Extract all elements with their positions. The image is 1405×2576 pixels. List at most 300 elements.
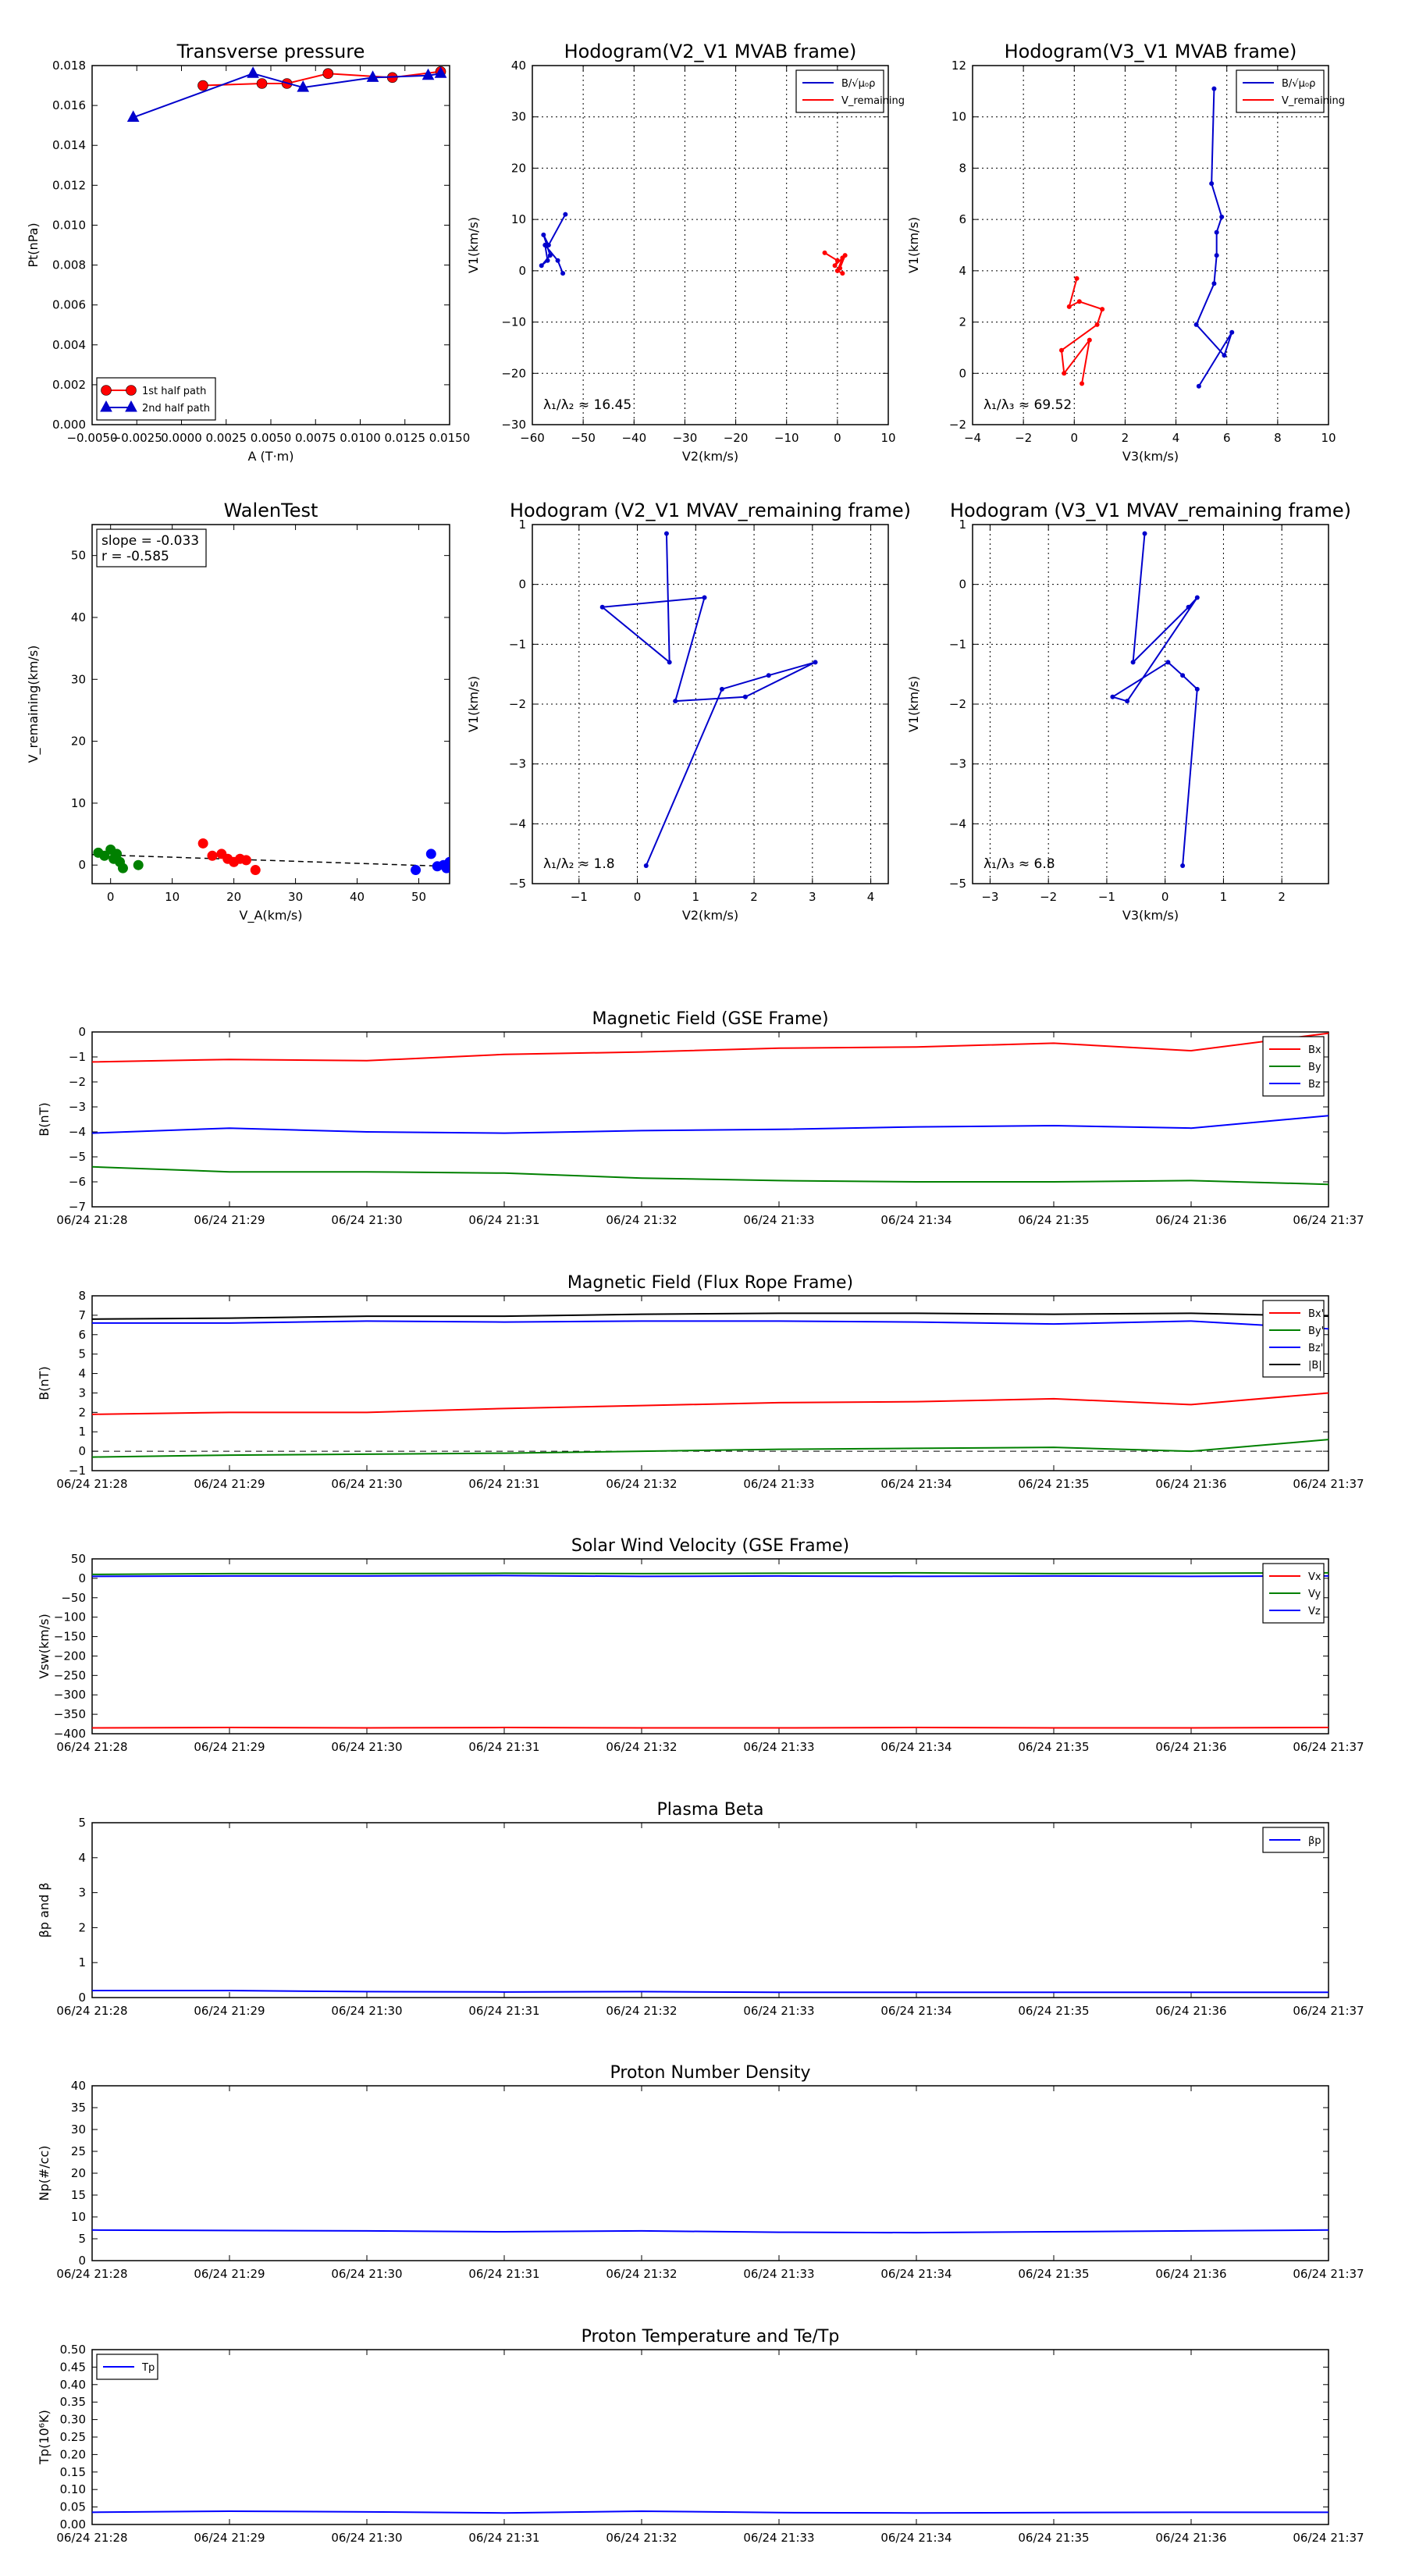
y-tick-label: −5 xyxy=(948,877,966,891)
x-tick-label: 06/24 21:30 xyxy=(331,2004,403,2018)
x-tick-label: 0.0100 xyxy=(340,431,381,445)
chart-title: Transverse pressure xyxy=(176,41,365,62)
y-tick-label: 0 xyxy=(959,366,966,381)
x-tick-label: 0 xyxy=(106,890,115,904)
x-tick-label: 06/24 21:28 xyxy=(56,2267,128,2281)
x-tick-label: 06/24 21:35 xyxy=(1018,1477,1090,1491)
y-tick-label: 15 xyxy=(70,2188,86,2202)
x-tick-label: 06/24 21:37 xyxy=(1293,2004,1364,2018)
x-tick-label: 06/24 21:33 xyxy=(743,1213,815,1227)
y-tick-label: 0.000 xyxy=(52,418,86,432)
x-tick-label: 06/24 21:30 xyxy=(331,2531,403,2545)
y-tick-label: 4 xyxy=(78,1366,86,1381)
x-tick-label: 06/24 21:32 xyxy=(606,2267,678,2281)
series-b- xyxy=(539,212,568,276)
series-line-by xyxy=(92,1439,1329,1457)
x-axis-label: V_A(km/s) xyxy=(239,908,303,923)
y-tick-label: −20 xyxy=(501,366,526,381)
x-tick-label: 06/24 21:35 xyxy=(1018,2004,1090,2018)
x-tick-label: 06/24 21:29 xyxy=(194,2531,265,2545)
x-tick-label: −30 xyxy=(672,431,698,445)
x-axis-label: V3(km/s) xyxy=(1122,449,1179,464)
y-tick-label: 0.35 xyxy=(59,2395,86,2410)
axes-frame xyxy=(92,525,450,884)
data-point xyxy=(541,233,546,237)
chart-title: Hodogram(V3_V1 MVAB frame) xyxy=(1004,41,1297,62)
x-tick-label: 06/24 21:29 xyxy=(194,1213,265,1227)
axes-frame xyxy=(92,2086,1329,2261)
series-2 xyxy=(411,849,454,875)
y-tick-label: 3 xyxy=(78,1386,86,1400)
x-tick-label: 6 xyxy=(1222,431,1231,445)
data-point xyxy=(1222,353,1226,358)
x-tick-label: 06/24 21:32 xyxy=(606,1477,678,1491)
legend xyxy=(1263,1827,1324,1852)
y-tick-label: 25 xyxy=(70,2144,86,2158)
y-tick-label: −1 xyxy=(508,637,526,652)
data-point xyxy=(101,386,112,396)
data-point xyxy=(247,67,258,77)
series-line xyxy=(1197,89,1232,386)
y-axis-label: V1(km/s) xyxy=(906,675,921,733)
series-b- xyxy=(1194,87,1235,389)
plot-area xyxy=(1059,87,1234,389)
fit-stats-box xyxy=(97,529,206,567)
y-tick-label: −150 xyxy=(53,1629,86,1644)
y-tick-label: 0.50 xyxy=(59,2343,86,2357)
data-point xyxy=(1080,381,1084,386)
data-point xyxy=(823,251,827,255)
x-tick-label: 06/24 21:31 xyxy=(468,2267,540,2281)
x-tick-label: 4 xyxy=(866,890,875,904)
y-tick-label: 50 xyxy=(70,1552,86,1566)
data-point xyxy=(1125,699,1129,703)
legend xyxy=(1263,1564,1324,1623)
series-line-bx xyxy=(92,1034,1329,1062)
legend-label: Vx xyxy=(1308,1571,1321,1583)
chart-title: Hodogram (V3_V1 MVAV_remaining frame) xyxy=(949,500,1352,521)
y-tick-label: 7 xyxy=(78,1308,86,1322)
data-point xyxy=(813,660,818,664)
x-tick-label: 06/24 21:34 xyxy=(880,2004,952,2018)
panel-walen xyxy=(26,500,455,923)
y-tick-label: 35 xyxy=(70,2101,86,2115)
x-tick-label: 06/24 21:30 xyxy=(331,1740,403,1754)
x-tick-label: 06/24 21:34 xyxy=(880,2267,952,2281)
x-tick-label: 0.0000 xyxy=(161,431,202,445)
data-point xyxy=(207,851,217,861)
x-tick-label: 0 xyxy=(1070,431,1079,445)
y-axis-label: Np(#/cc) xyxy=(37,2145,52,2201)
y-tick-label: 0 xyxy=(518,263,526,278)
y-tick-label: −3 xyxy=(508,756,526,771)
y-axis-label: V1(km/s) xyxy=(466,675,481,733)
y-tick-label: −250 xyxy=(53,1668,86,1683)
x-tick-label: 06/24 21:28 xyxy=(56,1477,128,1491)
x-tick-label: 0.0050 xyxy=(250,431,292,445)
x-tick-label: 06/24 21:32 xyxy=(606,2004,678,2018)
x-tick-label: 06/24 21:32 xyxy=(606,2531,678,2545)
x-tick-label: 06/24 21:29 xyxy=(194,2004,265,2018)
data-point xyxy=(426,849,436,859)
y-tick-label: 6 xyxy=(959,212,966,227)
y-tick-label: 1 xyxy=(78,1425,86,1439)
y-tick-label: −1 xyxy=(68,1050,86,1064)
data-point xyxy=(600,605,605,610)
x-tick-label: −10 xyxy=(774,431,799,445)
x-tick-label: 06/24 21:33 xyxy=(743,2531,815,2545)
x-tick-label: 1 xyxy=(1219,890,1228,904)
x-tick-label: 06/24 21:34 xyxy=(880,1477,952,1491)
y-axis-label: Tp(10⁶K) xyxy=(37,2410,52,2464)
y-tick-label: −1 xyxy=(68,1464,86,1478)
x-tick-label: 20 xyxy=(226,890,242,904)
x-tick-label: 06/24 21:37 xyxy=(1293,2531,1364,2545)
x-tick-label: 06/24 21:36 xyxy=(1155,1213,1227,1227)
plot-area xyxy=(1110,532,1199,869)
y-tick-label: 5 xyxy=(78,1816,86,1830)
eigenvalue-ratio-annotation: λ₁/λ₂ ≈ 1.8 xyxy=(543,856,615,872)
series-0 xyxy=(600,532,818,869)
legend xyxy=(1263,1300,1324,1377)
legend-label: V_remaining xyxy=(841,95,905,107)
data-point xyxy=(1219,215,1224,219)
data-point xyxy=(126,386,137,396)
x-tick-label: 06/24 21:29 xyxy=(194,1740,265,1754)
series-line-bz xyxy=(92,1115,1329,1133)
y-tick-label: 2 xyxy=(959,315,966,329)
x-tick-label: −0.0050 xyxy=(66,431,118,445)
y-tick-label: 0.018 xyxy=(52,59,86,73)
x-tick-label: −60 xyxy=(520,431,545,445)
y-tick-label: 0 xyxy=(78,1991,86,2005)
x-tick-label: 40 xyxy=(350,890,365,904)
data-point xyxy=(835,258,840,263)
y-tick-label: −3 xyxy=(948,756,966,771)
y-tick-label: 40 xyxy=(70,610,86,624)
x-axis-label: A (T·m) xyxy=(247,449,294,464)
y-tick-label: 2 xyxy=(78,1920,86,1935)
series-line-by xyxy=(92,1167,1329,1184)
x-tick-label: 06/24 21:28 xyxy=(56,2004,128,2018)
panel-ts1 xyxy=(37,1009,1364,1227)
series-v-remaining xyxy=(823,251,848,276)
x-tick-label: 1 xyxy=(692,890,700,904)
series-line-vy xyxy=(92,1573,1329,1574)
series-line xyxy=(1062,279,1102,384)
data-point xyxy=(840,271,845,276)
data-point xyxy=(560,271,565,276)
x-tick-label: 06/24 21:28 xyxy=(56,2531,128,2545)
y-tick-label: 40 xyxy=(70,2079,86,2093)
data-point xyxy=(1215,230,1219,235)
data-point xyxy=(767,673,771,678)
series-1st-half-path xyxy=(197,66,446,91)
y-tick-label: 5 xyxy=(78,1347,86,1361)
legend-label: βp xyxy=(1308,1835,1321,1847)
y-tick-label: 4 xyxy=(959,263,966,278)
data-point xyxy=(1194,322,1199,327)
series-line-b xyxy=(92,1313,1329,1318)
legend-label: By' xyxy=(1308,1325,1325,1337)
y-tick-label: 20 xyxy=(510,161,526,176)
x-tick-label: 3 xyxy=(809,890,816,904)
y-tick-label: 10 xyxy=(70,2210,86,2224)
x-tick-label: 50 xyxy=(411,890,427,904)
x-tick-label: 06/24 21:32 xyxy=(606,1213,678,1227)
x-tick-label: −40 xyxy=(621,431,647,445)
axes-frame xyxy=(532,66,888,425)
series-2nd-half-path xyxy=(128,67,446,121)
data-point xyxy=(445,857,455,867)
fit-stats-line: r = -0.585 xyxy=(101,549,169,564)
y-tick-label: −400 xyxy=(53,1727,86,1741)
y-axis-label: βp and β xyxy=(37,1882,52,1938)
x-tick-label: 06/24 21:37 xyxy=(1293,1213,1364,1227)
x-tick-label: 0.0075 xyxy=(295,431,336,445)
y-tick-label: 30 xyxy=(70,2122,86,2137)
data-point xyxy=(251,865,261,875)
y-tick-label: −10 xyxy=(501,315,526,329)
x-tick-label: 2 xyxy=(1121,431,1129,445)
data-point xyxy=(1075,276,1080,281)
y-tick-label: −3 xyxy=(68,1100,86,1114)
eigenvalue-ratio-annotation: λ₁/λ₂ ≈ 16.45 xyxy=(543,397,632,413)
y-tick-label: −30 xyxy=(501,418,526,432)
y-tick-label: 0.004 xyxy=(52,337,86,352)
y-tick-label: −100 xyxy=(53,1610,86,1624)
y-tick-label: 0.45 xyxy=(59,2360,86,2375)
x-tick-label: 06/24 21:35 xyxy=(1018,2531,1090,2545)
y-tick-label: 1 xyxy=(959,518,966,532)
x-tick-label: 06/24 21:30 xyxy=(331,2267,403,2281)
x-tick-label: 06/24 21:33 xyxy=(743,1740,815,1754)
x-tick-label: 06/24 21:35 xyxy=(1018,1740,1090,1754)
x-tick-label: 2 xyxy=(750,890,758,904)
data-point xyxy=(720,687,724,692)
y-tick-label: 1 xyxy=(78,1955,86,1970)
y-tick-label: 0.006 xyxy=(52,297,86,312)
data-point xyxy=(241,855,251,865)
legend-label: Tp xyxy=(142,2362,155,2374)
y-tick-label: 50 xyxy=(70,548,86,563)
panel-pt xyxy=(26,41,470,464)
data-point xyxy=(1195,687,1200,692)
data-point xyxy=(546,258,550,263)
legend-label: B/√μ₀ρ xyxy=(1282,78,1316,90)
x-tick-label: 06/24 21:31 xyxy=(468,2531,540,2545)
x-tick-label: −0.0025 xyxy=(111,431,162,445)
x-tick-label: −50 xyxy=(571,431,596,445)
data-point xyxy=(1229,330,1234,335)
x-tick-label: 06/24 21:33 xyxy=(743,1477,815,1491)
panel-ts4 xyxy=(37,1800,1364,2018)
x-tick-label: 06/24 21:28 xyxy=(56,1740,128,1754)
x-tick-label: 10 xyxy=(1321,431,1336,445)
data-point xyxy=(1211,281,1216,286)
legend-label: |B| xyxy=(1308,1360,1322,1372)
chart-title: Proton Temperature and Te/Tp xyxy=(581,2327,840,2347)
plot-area xyxy=(600,532,818,869)
data-point xyxy=(673,699,678,703)
y-tick-label: −4 xyxy=(508,817,526,831)
y-axis-label: Pt(nPa) xyxy=(26,222,41,268)
data-point xyxy=(257,79,267,89)
data-point xyxy=(1215,253,1219,258)
x-tick-label: 06/24 21:36 xyxy=(1155,2004,1227,2018)
x-tick-label: −2 xyxy=(1015,431,1033,445)
axes-frame xyxy=(92,1823,1329,1998)
x-tick-label: 06/24 21:32 xyxy=(606,1740,678,1754)
y-tick-label: 0.25 xyxy=(59,2430,86,2444)
y-tick-label: 10 xyxy=(951,109,966,124)
data-point xyxy=(1180,673,1185,678)
data-point xyxy=(1209,181,1214,186)
y-tick-label: 0.010 xyxy=(52,218,86,233)
y-tick-label: −2 xyxy=(68,1075,86,1089)
data-point xyxy=(644,863,649,868)
chart-title: Magnetic Field (Flux Rope Frame) xyxy=(567,1273,854,1293)
y-tick-label: −200 xyxy=(53,1649,86,1663)
data-point xyxy=(1110,695,1115,699)
data-point xyxy=(835,269,840,273)
y-tick-label: 0.20 xyxy=(59,2447,86,2462)
data-point xyxy=(743,695,748,699)
y-tick-label: −50 xyxy=(61,1590,86,1605)
data-point xyxy=(556,258,560,263)
x-tick-label: 0 xyxy=(834,431,841,445)
data-point xyxy=(1100,307,1104,311)
data-point xyxy=(664,532,669,536)
series-0 xyxy=(93,845,143,873)
series-line-bz xyxy=(92,1321,1329,1329)
y-tick-label: −6 xyxy=(68,1175,86,1189)
series-v-remaining xyxy=(1059,276,1104,386)
fit-line xyxy=(92,855,450,866)
data-point xyxy=(323,69,333,79)
y-axis-label: V1(km/s) xyxy=(906,216,921,274)
chart-title: Plasma Beta xyxy=(656,1800,764,1820)
x-tick-label: 06/24 21:36 xyxy=(1155,2531,1227,2545)
y-tick-label: 0.10 xyxy=(59,2482,86,2497)
legend-label: By xyxy=(1308,1062,1321,1073)
x-tick-label: 06/24 21:29 xyxy=(194,1477,265,1491)
y-tick-label: −300 xyxy=(53,1688,86,1703)
data-point xyxy=(198,838,208,849)
legend-label: B/√μ₀ρ xyxy=(841,78,876,90)
y-tick-label: 10 xyxy=(510,212,526,227)
y-tick-label: 0 xyxy=(78,1444,86,1459)
panel-h1 xyxy=(466,41,905,464)
x-tick-label: 06/24 21:30 xyxy=(331,1477,403,1491)
y-tick-label: 10 xyxy=(70,795,86,810)
axes-frame xyxy=(92,1559,1329,1734)
y-tick-label: 5 xyxy=(78,2232,86,2246)
x-tick-label: 06/24 21:31 xyxy=(468,2004,540,2018)
data-point xyxy=(539,263,544,268)
chart-title: WalenTest xyxy=(223,500,318,521)
y-tick-label: 0 xyxy=(78,1025,86,1039)
x-tick-label: 06/24 21:37 xyxy=(1293,1477,1364,1491)
y-tick-label: −4 xyxy=(948,817,966,831)
y-tick-label: 0.012 xyxy=(52,178,86,193)
x-tick-label: 0 xyxy=(1161,890,1169,904)
legend-label: V_remaining xyxy=(1282,95,1346,107)
x-tick-label: 30 xyxy=(288,890,304,904)
y-tick-label: 40 xyxy=(510,59,526,73)
y-tick-label: 0 xyxy=(78,858,86,873)
x-tick-label: 0 xyxy=(633,890,642,904)
data-point xyxy=(1059,348,1064,353)
eigenvalue-ratio-annotation: λ₁/λ₃ ≈ 69.52 xyxy=(984,397,1072,413)
data-point xyxy=(1165,660,1170,664)
y-tick-label: 20 xyxy=(70,734,86,749)
x-tick-label: 06/24 21:33 xyxy=(743,2004,815,2018)
x-tick-label: 10 xyxy=(880,431,896,445)
y-tick-label: 0.15 xyxy=(59,2464,86,2479)
series-line-vz xyxy=(92,1575,1329,1576)
fit-stats-line: slope = -0.033 xyxy=(101,533,200,549)
chart-title: Magnetic Field (GSE Frame) xyxy=(592,1009,829,1029)
data-point xyxy=(1195,596,1200,600)
chart-title: Solar Wind Velocity (GSE Frame) xyxy=(571,1536,850,1556)
data-point xyxy=(542,243,547,247)
legend-label: 2nd half path xyxy=(142,403,210,415)
x-tick-label: 06/24 21:34 xyxy=(880,1740,952,1754)
chart-title: Hodogram (V2_V1 MVAV_remaining frame) xyxy=(509,500,912,521)
y-tick-label: 30 xyxy=(70,672,86,687)
data-point xyxy=(133,860,144,870)
y-tick-label: 0.002 xyxy=(52,377,86,392)
panel-ts6 xyxy=(37,2327,1364,2545)
data-point xyxy=(1067,304,1072,309)
x-tick-label: −4 xyxy=(963,431,982,445)
y-axis-label: Vsw(km/s) xyxy=(37,1614,52,1679)
x-tick-label: 06/24 21:34 xyxy=(880,1213,952,1227)
x-tick-label: 06/24 21:28 xyxy=(56,1213,128,1227)
y-tick-label: 6 xyxy=(78,1327,86,1342)
y-tick-label: 8 xyxy=(78,1289,86,1303)
y-tick-label: 1 xyxy=(518,518,526,532)
panel-ts3 xyxy=(37,1536,1364,1754)
x-tick-label: −20 xyxy=(723,431,749,445)
y-tick-label: −2 xyxy=(948,697,966,711)
x-tick-label: 06/24 21:36 xyxy=(1155,1477,1227,1491)
data-point xyxy=(1095,322,1100,327)
plot-area xyxy=(539,212,848,276)
y-axis-label: V_remaining(km/s) xyxy=(26,645,41,763)
x-tick-label: 0.0150 xyxy=(429,431,471,445)
x-tick-label: −1 xyxy=(1097,890,1115,904)
y-tick-label: −2 xyxy=(948,418,966,432)
data-point xyxy=(118,863,128,873)
x-tick-label: 06/24 21:31 xyxy=(468,1477,540,1491)
series-0 xyxy=(1110,532,1199,869)
y-tick-label: 0 xyxy=(959,577,966,592)
y-tick-label: −5 xyxy=(508,877,526,891)
y-tick-label: −4 xyxy=(68,1125,86,1139)
x-tick-label: −3 xyxy=(981,890,999,904)
y-tick-label: 12 xyxy=(951,59,966,73)
legend-label: 1st half path xyxy=(142,386,207,397)
series-1 xyxy=(198,838,261,875)
y-tick-label: 0 xyxy=(518,577,526,592)
data-point xyxy=(1180,863,1185,868)
axes-frame xyxy=(92,66,450,425)
legend-label: Bz' xyxy=(1308,1343,1324,1354)
series-line-p xyxy=(92,1991,1329,1992)
plot-area xyxy=(92,838,455,875)
